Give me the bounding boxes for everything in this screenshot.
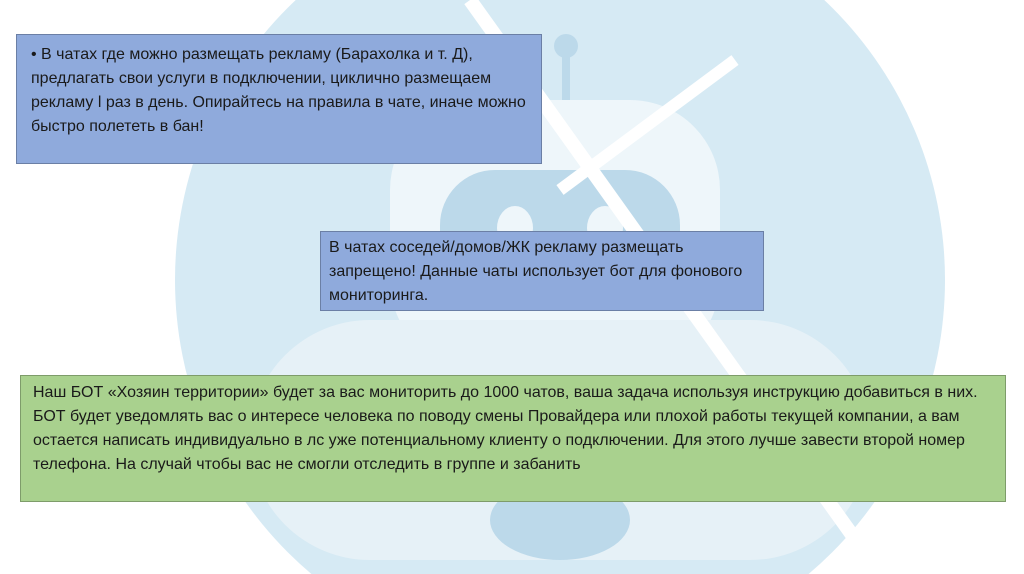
ads-placement-note (16, 34, 542, 164)
bot-info-note (20, 375, 1006, 502)
robot-antenna-tip (554, 34, 578, 58)
neighbors-chats-text: В чатах соседей/домов/ЖК рекламу размещать запрещено! Данные чаты использует бот для фонового мониторинга. (329, 239, 743, 304)
bot-info-text: Наш БОТ «Хозяин территории» будет за вас мониторить до 1000 чатов, ваша задача используя инструкцию добавиться в них. БОТ будет уведомлять вас о интересе человека по поводу смены Провайдера или плохой работы текущей компании, а вам остается написать индивидуально в лс уже потенциальному клиенту о подключении. Для этого лучше завести второй номер телефона. На случай чтобы вас не смогли отследить в группе и забанить (33, 384, 978, 473)
ads-placement-text: • В чатах где можно размещать рекламу (Барахолка и т. Д), предлагать свои услуги в подключении, циклично размещаем рекламу l раз в день. Опирайтесь на правила в чате, иначе можно быстро полететь в бан! (31, 46, 526, 135)
neighbors-chats-note (320, 231, 764, 311)
